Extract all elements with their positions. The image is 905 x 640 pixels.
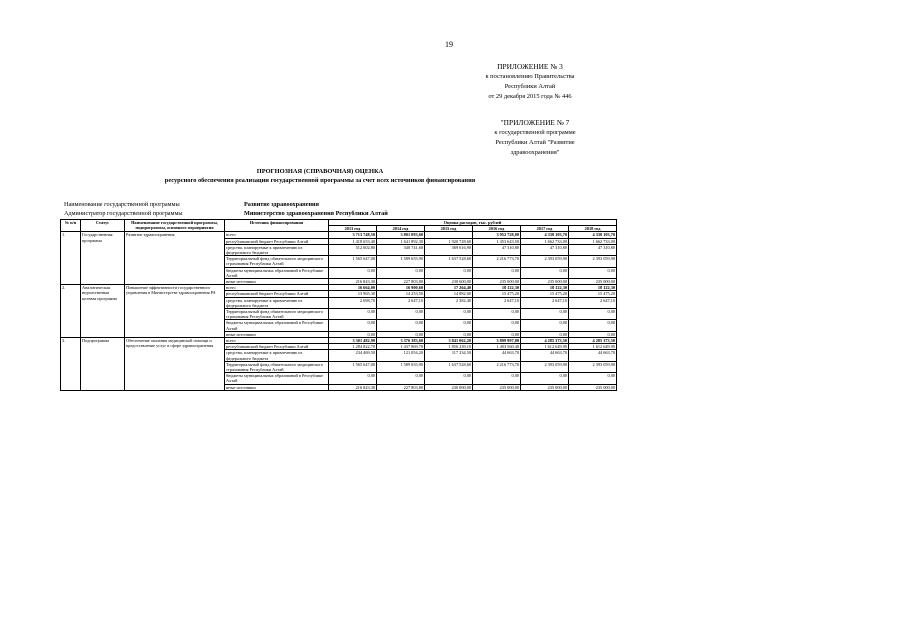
- row-value: 2 393 059,90: [569, 256, 617, 267]
- row-number: 3.: [61, 338, 81, 391]
- header-year: 2013 год: [329, 226, 377, 232]
- row-value: 0,00: [425, 320, 473, 331]
- row-value: 0,00: [425, 373, 473, 384]
- document-heading: [90, 167, 550, 185]
- row-source: всего: [225, 232, 329, 238]
- row-value: 235 000,00: [521, 279, 569, 285]
- row-source: Территориальный фонд обязательного медицинского страхования Республики Алтай: [225, 256, 329, 267]
- header-status: Статус: [81, 220, 125, 232]
- row-value: 18 122,30: [473, 285, 521, 291]
- row-value: 16 900,60: [377, 285, 425, 291]
- row-value: 1 589 655,90: [377, 256, 425, 267]
- financing-table: [60, 219, 617, 391]
- row-value: 3 801 093,60: [377, 232, 425, 238]
- row-value: 0,00: [569, 309, 617, 320]
- row-value: 1 453 643,50: [473, 238, 521, 244]
- row-value: 1 403 560,40: [473, 344, 521, 350]
- row-name: Повышение эффективности государственного управления в Министерстве здравоохранения РА: [125, 285, 225, 338]
- header-estimate: Оценка расходов, тыс. рублей: [329, 220, 617, 226]
- row-value: 4 285 373,50: [569, 338, 617, 344]
- row-source: иные источники: [225, 384, 329, 390]
- row-value: 2 647,10: [473, 297, 521, 308]
- row-value: 18 122,30: [521, 285, 569, 291]
- program-name-value: Развитие здравоохранения: [244, 201, 319, 208]
- header-year: 2015 год: [425, 226, 473, 232]
- row-value: 1 637 528,60: [425, 256, 473, 267]
- appendix-block: [460, 62, 600, 102]
- row-value: 0,00: [377, 320, 425, 331]
- row-source: средства, планируемые к привлечению из федерального бюджета: [225, 244, 329, 255]
- row-value: 2 647,10: [377, 297, 425, 308]
- row-value: 1 920 728,60: [425, 238, 473, 244]
- row-value: 0,00: [377, 331, 425, 337]
- appendix2-line: Республики Алтай "Развитие: [495, 139, 575, 146]
- row-value: 0,00: [569, 267, 617, 278]
- row-value: 0,00: [377, 373, 425, 384]
- row-value: 3 841 062,20: [425, 338, 473, 344]
- row-value: 0,00: [569, 373, 617, 384]
- row-value: 1 856 239,10: [425, 344, 473, 350]
- row-value: 44 663,70: [569, 350, 617, 361]
- header-year: 2018 год: [569, 226, 617, 232]
- row-value: 3 952 728,00: [473, 232, 521, 238]
- appendix-line: от 29 декабря 2015 года № 446: [488, 93, 572, 100]
- row-source: Территориальный фонд обязательного медицинского страхования Республики Алтай: [225, 361, 329, 372]
- row-value: 2 393 059,90: [521, 256, 569, 267]
- row-value: 3 301 482,90: [329, 338, 377, 344]
- row-value: 2 647,10: [569, 297, 617, 308]
- row-source: бюджеты муниципальных образований в Республике Алтай: [225, 267, 329, 278]
- page-number: 19: [445, 40, 453, 49]
- row-value: 2 382,40: [425, 297, 473, 308]
- row-value: 44 663,70: [521, 350, 569, 361]
- row-value: 0,00: [521, 373, 569, 384]
- row-value: 3 376 383,60: [377, 338, 425, 344]
- appendix-line: Республики Алтай: [504, 83, 556, 90]
- row-value: 234 469,50: [329, 350, 377, 361]
- row-value: 4 285 373,50: [521, 338, 569, 344]
- row-value: 4 338 103,70: [569, 232, 617, 238]
- row-value: 0,00: [473, 267, 521, 278]
- row-status: Подпрограмма: [81, 338, 125, 391]
- row-value: 0,00: [569, 331, 617, 337]
- row-value: 0,00: [377, 309, 425, 320]
- row-value: 0,00: [473, 373, 521, 384]
- row-value: 1 589 655,90: [377, 361, 425, 372]
- row-value: 2 698,70: [329, 297, 377, 308]
- row-value: 230 600,00: [425, 279, 473, 285]
- row-source: бюджеты муниципальных образований в Республике Алтай: [225, 320, 329, 331]
- row-source: республиканский бюджет Республики Алтай: [225, 238, 329, 244]
- row-value: 0,00: [329, 320, 377, 331]
- row-value: 1 418 653,40: [329, 238, 377, 244]
- row-value: 13 965,30: [329, 291, 377, 297]
- row-value: 2 393 059,90: [569, 361, 617, 372]
- row-source: иные источники: [225, 331, 329, 337]
- row-value: 0,00: [329, 373, 377, 384]
- row-value: 0,00: [473, 320, 521, 331]
- row-value: 0,00: [425, 309, 473, 320]
- row-value: 0,00: [377, 267, 425, 278]
- row-number: 1.: [61, 232, 81, 285]
- administrator-row: [64, 210, 388, 218]
- row-name: Обеспечение оказания медицинской помощи и предоставление услуг в сфере здравоохранения: [125, 338, 225, 391]
- row-value: 235 000,00: [569, 384, 617, 390]
- header-name: Наименование государственной программы, подпрограммы, основного мероприятия: [125, 220, 225, 232]
- row-value: 0,00: [521, 309, 569, 320]
- row-value: 14 253,50: [377, 291, 425, 297]
- row-value: 2 647,10: [521, 297, 569, 308]
- header-number: № п/п: [61, 220, 81, 232]
- heading-line: ресурсного обеспечения реализации государственной программы за счет всех источников финансирования: [164, 177, 476, 184]
- row-source: республиканский бюджет Республики Алтай: [225, 344, 329, 350]
- header-source: Источник финансирования: [225, 220, 329, 232]
- program-name-row: [64, 201, 319, 209]
- row-value: 3 713 748,50: [329, 232, 377, 238]
- row-value: 2 216 773,70: [473, 361, 521, 372]
- appendix-title: ПРИЛОЖЕНИЕ № 3: [497, 62, 563, 71]
- row-value: 235 000,00: [473, 384, 521, 390]
- heading-line: ПРОГНОЗНАЯ (СПРАВОЧНАЯ) ОЦЕНКА: [256, 168, 384, 175]
- row-value: 2 393 059,90: [521, 361, 569, 372]
- row-value: 14 882,00: [425, 291, 473, 297]
- header-year: 2016 год: [473, 226, 521, 232]
- row-value: 47 310,80: [521, 244, 569, 255]
- row-value: 0,00: [521, 320, 569, 331]
- row-value: 0,00: [425, 331, 473, 337]
- row-value: 1 662 733,00: [569, 238, 617, 244]
- row-value: 117 234,50: [425, 350, 473, 361]
- row-value: 121 054,20: [377, 350, 425, 361]
- row-value: 227 803,80: [377, 279, 425, 285]
- row-value: 0,00: [473, 331, 521, 337]
- row-value: 235 000,00: [473, 279, 521, 285]
- row-value: 1 612 649,90: [569, 344, 617, 350]
- row-value: 18 122,30: [569, 285, 617, 291]
- row-source: бюджеты муниципальных образований в Республике Алтай: [225, 373, 329, 384]
- row-value: 1 637 528,60: [425, 361, 473, 372]
- row-value: 15 475,20: [569, 291, 617, 297]
- row-value: 369 616,90: [425, 244, 473, 255]
- row-value: 15 475,20: [473, 291, 521, 297]
- administrator-label: Администратор государственной программы: [64, 210, 183, 217]
- row-value: 4 338 103,70: [521, 232, 569, 238]
- row-value: 512 602,80: [329, 244, 377, 255]
- row-value: 216 843,30: [329, 279, 377, 285]
- row-value: 235 000,00: [569, 279, 617, 285]
- row-value: 2 216 773,70: [473, 256, 521, 267]
- row-source: средства, планируемые к привлечению из федерального бюджета: [225, 297, 329, 308]
- row-status: Государственная программа: [81, 232, 125, 285]
- administrator-value: Министерство здравоохранения Республики Алтай: [244, 210, 388, 217]
- row-source: Территориальный фонд обязательного медицинского страхования Республики Алтай: [225, 309, 329, 320]
- row-value: 1 662 733,00: [521, 238, 569, 244]
- program-name-label: Наименование государственной программы: [64, 201, 180, 208]
- header-year: 2014 год: [377, 226, 425, 232]
- row-value: 0,00: [473, 309, 521, 320]
- row-value: 0,00: [329, 309, 377, 320]
- row-value: 16 664,00: [329, 285, 377, 291]
- header-year: 2017 год: [521, 226, 569, 232]
- row-value: 216 843,30: [329, 384, 377, 390]
- row-name: Развитие здравоохранения: [125, 232, 225, 285]
- row-value: 17 264,40: [425, 285, 473, 291]
- row-value: 1 565 647,00: [329, 361, 377, 372]
- row-value: 1 565 647,00: [329, 256, 377, 267]
- row-value: 1 284 822,70: [329, 344, 377, 350]
- row-value: 0,00: [329, 331, 377, 337]
- appendix2-block: [470, 118, 600, 158]
- appendix-line: к постановлению Правительства: [485, 73, 575, 80]
- row-value: 340 741,60: [377, 244, 425, 255]
- row-value: 3 899 997,80: [473, 338, 521, 344]
- row-value: 47 310,80: [569, 244, 617, 255]
- row-source: иные источники: [225, 279, 329, 285]
- row-value: 1 437 869,70: [377, 344, 425, 350]
- row-value: 1 612 649,90: [521, 344, 569, 350]
- row-value: 0,00: [425, 267, 473, 278]
- row-value: 47 310,80: [473, 244, 521, 255]
- row-value: 1 641 892,30: [377, 238, 425, 244]
- row-source: всего: [225, 338, 329, 344]
- row-value: 235 000,00: [521, 384, 569, 390]
- row-value: 230 000,00: [425, 384, 473, 390]
- appendix2-line: к государственной программе: [494, 129, 576, 136]
- row-value: 15 475,20: [521, 291, 569, 297]
- row-number: 2.: [61, 285, 81, 338]
- row-value: 0,00: [569, 320, 617, 331]
- row-value: 44 663,70: [473, 350, 521, 361]
- row-status: Аналитическая ведомственная целевая программа: [81, 285, 125, 338]
- row-value: 0,00: [521, 267, 569, 278]
- row-value: 0,00: [521, 331, 569, 337]
- row-source: республиканский бюджет Республики Алтай: [225, 291, 329, 297]
- row-value: 227 803,80: [377, 384, 425, 390]
- appendix2-title: "ПРИЛОЖЕНИЕ № 7: [500, 118, 570, 127]
- row-value: 0,00: [329, 267, 377, 278]
- row-source: всего: [225, 285, 329, 291]
- appendix2-line: здравоохранения": [510, 149, 560, 156]
- row-source: средства, планируемые к привлечению из федерального бюджета: [225, 350, 329, 361]
